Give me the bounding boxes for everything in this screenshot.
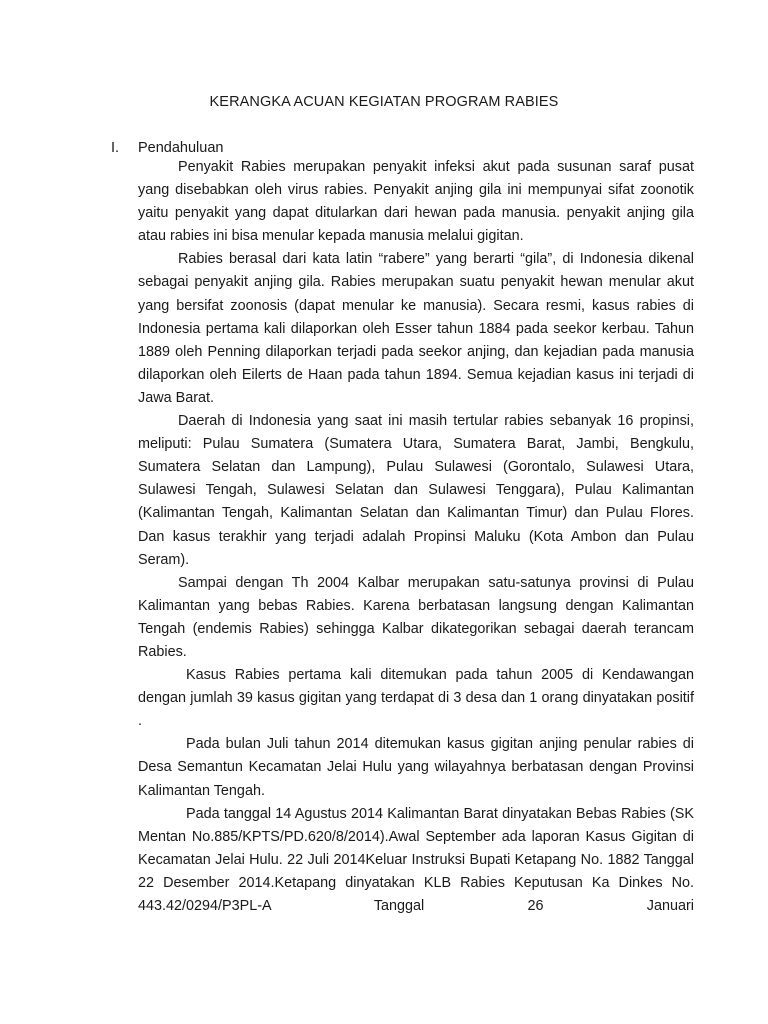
paragraph-rabies-definition: Penyakit Rabies merupakan penyakit infeksi akut pada susunan saraf pusat yang disebabkan oleh virus rabies. Penyakit anjing gila ini mempunyai sifat zoonotik yaitu penyakit yang dapat ditularkan dari hewan pada manusia. penyakit anjing gila atau rabies ini bisa menular kepada manusia melalui gigitan. (138, 159, 694, 245)
paragraph-july-2014: Pada bulan Juli tahun 2014 ditemukan kasus gigitan anjing penular rabies di Desa Semantun Kecamatan Jelai Hulu yang wilayahnya berbatasan dengan Provinsi Kalimantan Tengah. (138, 736, 694, 799)
document-title: KERANGKA ACUAN KEGIATAN PROGRAM RABIES (209, 94, 559, 110)
paragraph-infected-regions: Daerah di Indonesia yang saat ini masih tertular rabies sebanyak 16 propinsi, meliputi: Pulau Sumatera (Sumatera Utara, Sumatera Barat, Jambi, Bengkulu, Sumatera Selatan dan Lampung), Pulau Sulawesi (Gorontalo, Sulawesi Utara, Sulawesi Tengah, Sulawesi Selatan dan Sulawesi Tenggara), Pulau Kalimantan (Kalimantan Tengah, Kalimantan Selatan dan Kalimantan Timur) dan Pulau Flores. Dan kasus terakhir yang terjadi adalah Propinsi Maluku (Kota Ambon dan Pulau Seram). (138, 413, 694, 568)
section-number: I. (111, 140, 120, 156)
section-heading (111, 140, 223, 156)
paragraph-rabies-history: Rabies berasal dari kata latin “rabere” yang berarti “gila”, di Indonesia dikenal sebagai penyakit anjing gila. Rabies merupakan suatu penyakit hewan menular akut yang bersifat zoonosis (dapat menular ke manusia). Secara resmi, kasus rabies di Indonesia pertama kali dilaporkan oleh Esser tahun 1884 pada seekor kerbau. Tahun 1889 oleh Penning dilaporkan terjadi pada seekor anjing, dan kejadian pada manusia dilaporkan oleh Eilerts de Haan pada tahun 1894. Semua kejadian kasus ini terjadi di Jawa Barat. (138, 251, 694, 406)
paragraph-first-case: Kasus Rabies pertama kali ditemukan pada tahun 2005 di Kendawangan dengan jumlah 39 kasus gigitan yang terdapat di 3 desa dan 1 orang dinyatakan positif . (138, 667, 694, 730)
paragraph-kalbar-status: Sampai dengan Th 2004 Kalbar merupakan satu-satunya provinsi di Pulau Kalimantan yang bebas Rabies. Karena berbatasan langsung dengan Kalimantan Tengah (endemis Rabies) sehingga Kalbar dikategorikan sebagai daerah terancam Rabies. (138, 574, 694, 660)
document-body (138, 156, 694, 918)
section-title: Pendahuluan (138, 140, 224, 156)
paragraph-august-2014: Pada tanggal 14 Agustus 2014 Kalimantan Barat dinyatakan Bebas Rabies (SK Mentan No.885/KPTS/PD.620/8/2014).Awal September ada laporan Kasus Gigitan di Kecamatan Jelai Hulu. 22 Juli 2014Keluar Instruksi Bupati Ketapang No. 1882 Tanggal 22 Desember 2014.Ketapang dinyatakan KLB Rabies Keputusan Ka Dinkes No. 443.42/0294/P3PL-A Tanggal 26 Januari (138, 805, 694, 914)
